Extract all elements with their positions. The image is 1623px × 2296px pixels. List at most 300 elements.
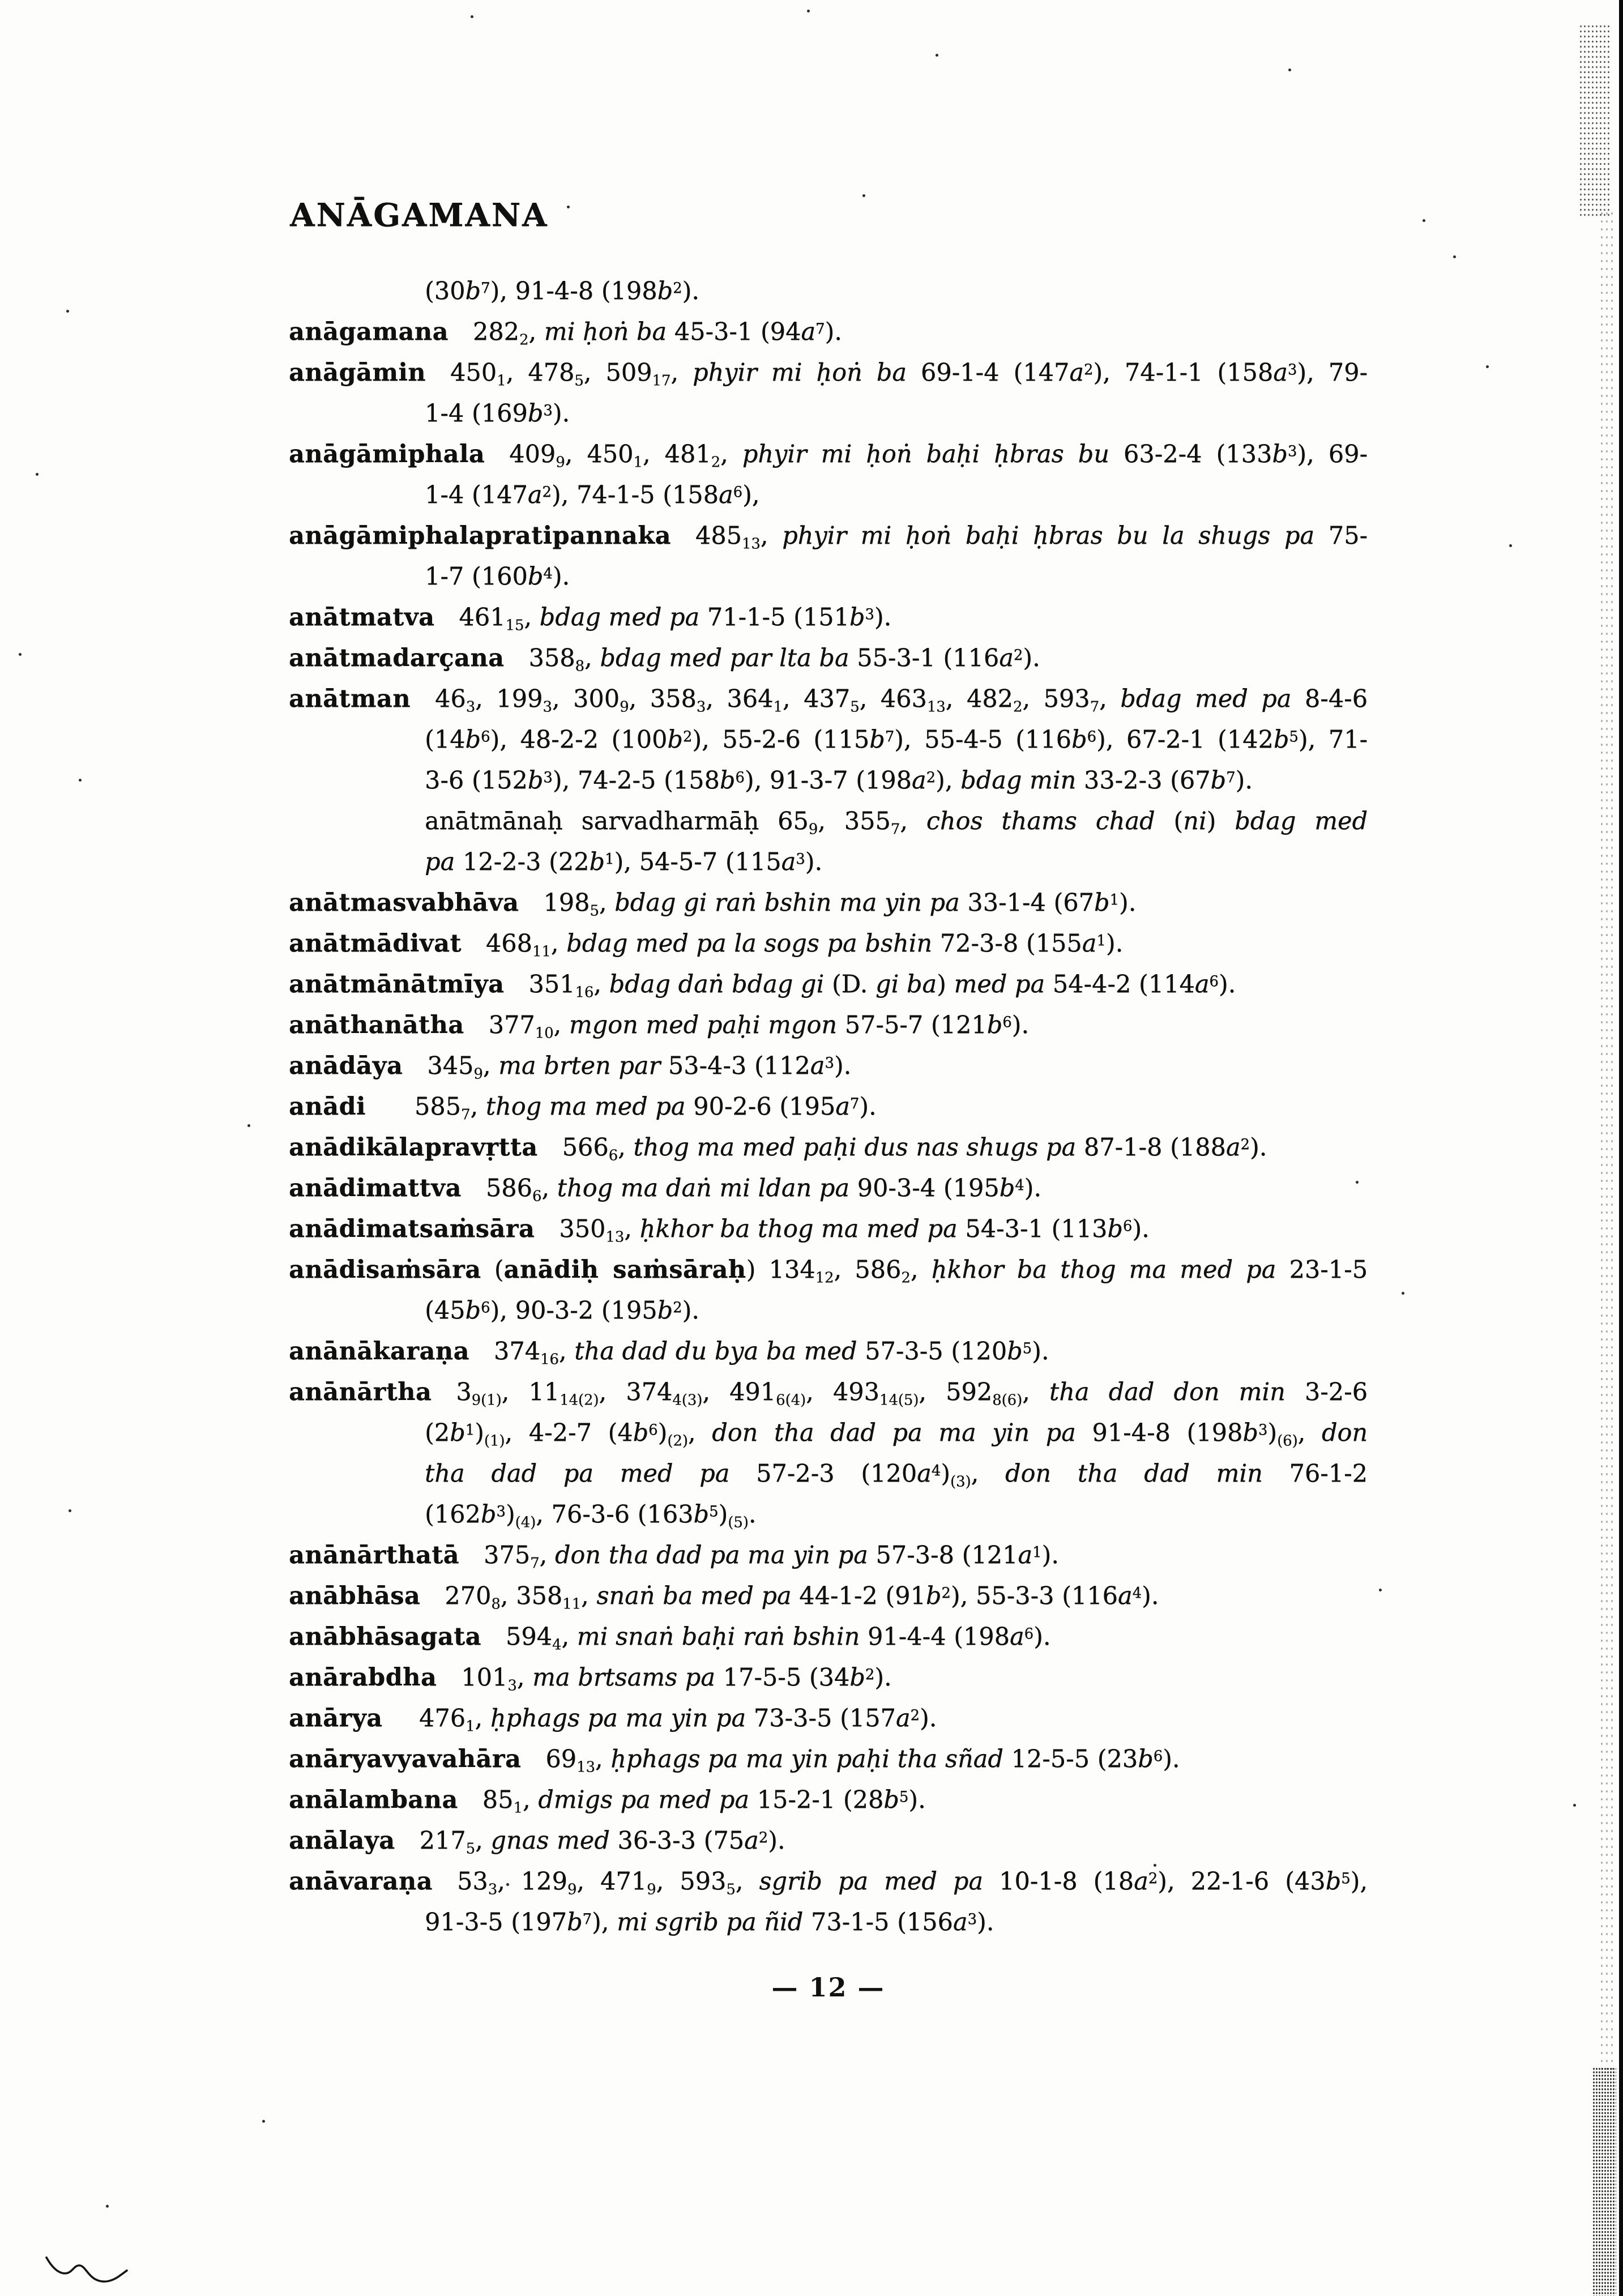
tibetan-equivalent: a (917, 1459, 932, 1488)
dictionary-entry (289, 1861, 1368, 1943)
folio-superscript: 7 (481, 280, 490, 297)
line-index-subscript: 9 (473, 1065, 483, 1083)
folio-superscript: 2 (941, 1585, 951, 1602)
headword: anādi (289, 1092, 366, 1121)
folio-superscript: 7 (849, 1095, 860, 1113)
folio-superscript: 6 (1153, 1748, 1163, 1765)
tibetan-equivalent: b (567, 1908, 583, 1936)
tibetan-equivalent: a (1134, 1867, 1148, 1896)
line-index-subscript: 16 (540, 1351, 559, 1368)
folio-superscript: 2 (673, 1299, 682, 1317)
entry-line: anābhāsa $270_8$, $358_{11}$, snaṅ ba med pa 44-1-2 $(91b^2)$, 55-3-3 $(116a^4)$. (289, 1582, 1159, 1613)
folio-superscript: 3 (543, 769, 553, 787)
scan-noise-band-right (1599, 210, 1614, 2073)
entry-line: $(162b^3)_{(4)}$, 76-3-6 $(163b^5)_{(5)}$. (425, 1500, 757, 1531)
folio-superscript: 2 (758, 1829, 768, 1847)
folio-superscript: 3 (825, 1055, 834, 1072)
entry-line: anārya $476_1$, ḥphags pa ma yin pa 73-3-5 $(157a^2)$. (289, 1704, 937, 1735)
line-index-subscript: 9 (620, 698, 629, 716)
headword: anānārtha (289, 1378, 432, 1406)
entry-line: anādi $585_7$, thog ma med pa 90-2-6 $(195a^7)$. (289, 1092, 877, 1124)
folio-superscript: 6 (733, 484, 743, 501)
line-index-subscript: 1 (513, 1799, 523, 1817)
line-index-subscript: 8 (491, 1595, 501, 1613)
headword: anātmādivat (289, 929, 462, 958)
folio-superscript: 6 (481, 728, 490, 746)
tibetan-equivalent: a (953, 1908, 968, 1936)
folio-superscript: 2 (1013, 647, 1023, 664)
folio-superscript: 5 (1341, 1870, 1351, 1888)
tibetan-equivalent: bdag min (960, 766, 1077, 795)
entry-line: anāgāmin $450_1$, $478_5$, $509_{17}$, phyir mi ḥoṅ ba 69-1-4 $(147a^2)$, 74-1-1 $(158a^3)$, 79- (289, 359, 1368, 390)
dictionary-entry (289, 638, 1368, 678)
entry-line: anāthanātha $377_{10}$, mgon med paḥi mgon 57-5-7 $(121b^6)$. (289, 1011, 1030, 1042)
tibetan-equivalent: a (999, 644, 1014, 672)
line-index-subscript: 10 (535, 1025, 554, 1042)
line-index-subscript: 4 (552, 1636, 562, 1654)
line-index-subscript: 12 (815, 1269, 834, 1287)
folio-superscript: 3 (543, 402, 553, 420)
pen-mark-squiggle (44, 2253, 129, 2288)
headword: anāgāmiphalapratipannaka (289, 522, 671, 550)
entry-line: anālaya $217_5$, gnas med 36-3-3 $(75a^2)$. (289, 1826, 785, 1858)
tibetan-equivalent: b (527, 766, 544, 795)
headword: anāryavyavahāra (289, 1745, 522, 1773)
folio-superscript: 2 (910, 1707, 920, 1725)
line-index-subscript: (1) (484, 1432, 505, 1450)
headword: anārya (289, 1704, 383, 1732)
folio-superscript: 6 (1209, 973, 1219, 991)
dictionary-entry (289, 1535, 1368, 1576)
folio-superscript: 6 (735, 769, 745, 787)
tibetan-equivalent: mgon med paḥi mgon (569, 1011, 837, 1039)
tibetan-equivalent: chos thams chad (926, 807, 1155, 835)
tibetan-equivalent: tha dad pa med pa (425, 1459, 730, 1488)
line-index-subscript: (2) (667, 1432, 688, 1450)
tibetan-equivalent: b (986, 1011, 1003, 1039)
tibetan-equivalent: b (450, 1419, 465, 1447)
entry-line: anādimatsaṁsāra $350_{13}$, ḥkhor ba thog ma med pa 54-3-1 $(113b^6)$. (289, 1215, 1150, 1246)
headword: anāvaraṇa (289, 1867, 433, 1896)
tibetan-equivalent: pa (425, 848, 455, 876)
headword: anābhāsa (289, 1582, 421, 1610)
tibetan-equivalent: bdag med pa (539, 603, 700, 631)
headword: anādimattva (289, 1174, 462, 1202)
entries-list (289, 271, 1368, 1943)
tibetan-equivalent: b (719, 766, 736, 795)
tibetan-equivalent: a (781, 848, 796, 876)
line-index-subscript: 7 (530, 1555, 540, 1572)
tibetan-equivalent: a (835, 1092, 850, 1121)
entry-line: anādikālapravṛtta $566_6$, thog ma med paḥi dus nas shugs pa 87-1-8 $(188a^2)$. (289, 1133, 1267, 1164)
line-index-subscript: 5 (574, 372, 584, 390)
tibetan-equivalent: b (1242, 1419, 1258, 1447)
line-index-subscript: 3 (488, 1881, 498, 1898)
dictionary-entry (289, 1331, 1368, 1372)
line-index-subscript: 6(4) (776, 1392, 806, 1409)
tibetan-equivalent: b (657, 277, 673, 305)
tibetan-equivalent: b (849, 603, 865, 631)
entry-line: 3-6 $(152b^3)$, 74-2-5 $(158b^6)$, 91-3-7 $(198a^2)$, bdag min 33-2-3 $(67b^7)$. (425, 766, 1253, 795)
entry-line: anātmatva $461_{15}$, bdag med pa 71-1-5 $(151b^3)$. (289, 603, 892, 634)
folio-superscript: 7 (1226, 769, 1236, 787)
line-index-subscript: (3) (950, 1473, 971, 1491)
tibetan-equivalent: gi ba (875, 970, 937, 998)
scan-speckles (0, 0, 2, 2)
tibetan-equivalent: b (465, 277, 481, 305)
line-index-subscript: 7 (890, 821, 900, 838)
tibetan-equivalent: thog ma daṅ mi ldan pa (557, 1174, 849, 1202)
tibetan-equivalent: a (1082, 929, 1097, 958)
tibetan-equivalent: dmigs pa med pa (538, 1786, 749, 1814)
dictionary-entry (289, 1086, 1368, 1127)
entry-line: 91-3-5 $(197b^7)$, mi sgrib pa ñid 73-1-5 $(156a^3)$. (425, 1908, 994, 1936)
dictionary-sub-entry (289, 801, 1368, 882)
folio-superscript: 3 (796, 851, 805, 868)
line-index-subscript: 3 (696, 698, 706, 716)
dictionary-entry (289, 1698, 1368, 1739)
line-index-subscript: 1 (465, 1718, 475, 1735)
page-edge-line (1619, 0, 1623, 2296)
folio-superscript: 2 (542, 484, 552, 501)
folio-superscript: 4 (543, 565, 553, 583)
tibetan-equivalent: ḥkhor ba thog ma med pa (639, 1215, 958, 1243)
dictionary-entry (289, 923, 1368, 964)
headword: anātmasvabhāva (289, 889, 519, 917)
headword: anādāya (289, 1052, 403, 1080)
tibetan-equivalent: b (849, 1663, 865, 1692)
line-index-subscript: 7 (460, 1106, 471, 1124)
folio-superscript: 6 (648, 1422, 658, 1439)
dictionary-entry (289, 1249, 1368, 1331)
line-index-subscript: 11 (532, 943, 551, 961)
entry-line: anātmādivat $468_{11}$, bdag med pa la sogs pa bshin 72-3-8 $(155a^1)$. (289, 929, 1124, 961)
folio-superscript: 4 (1015, 1177, 1024, 1194)
tibetan-equivalent: mi ḥoṅ ba (544, 318, 667, 346)
folio-superscript: 3 (1287, 361, 1297, 379)
folio-superscript: 1 (465, 1422, 475, 1439)
tibetan-equivalent: a (1273, 359, 1288, 387)
line-index-subscript: 9 (567, 1881, 577, 1898)
folio-superscript: 6 (1002, 1014, 1012, 1031)
entry-line: $(45b^6)$, 90-3-2 $(195b^2)$. (425, 1296, 699, 1325)
tibetan-equivalent: bdag med (1235, 807, 1368, 835)
entry-line: 1-4 $(147a^2)$, 74-1-5 $(158a^6)$, (425, 481, 760, 509)
tibetan-equivalent: bdag med pa la sogs pa bshin (566, 929, 933, 958)
tibetan-equivalent: b (1272, 440, 1288, 468)
folio-superscript: 1 (1096, 932, 1106, 950)
headword: anāthanātha (289, 1011, 464, 1039)
tibetan-equivalent: ma brten par (498, 1052, 661, 1080)
tibetan-equivalent: snaṅ ba med pa (596, 1582, 792, 1610)
entry-line: $(30b^7)$, 91-4-8 $(198b^2)$. (425, 277, 699, 305)
tibetan-equivalent: ma brtsams pa (532, 1663, 715, 1692)
folio-superscript: 2 (1240, 1136, 1250, 1154)
line-index-subscript: 3 (465, 698, 476, 716)
line-index-subscript: 13 (605, 1228, 625, 1246)
scan-noise-bottom-right (1592, 2067, 1616, 2296)
tibetan-equivalent: b (869, 725, 885, 754)
tibetan-equivalent: bdag gi raṅ bshin ma yin pa (614, 889, 960, 917)
line-index-subscript: 9 (556, 454, 565, 471)
headword: anārabdha (289, 1663, 437, 1692)
headword: anāgāmin (289, 359, 426, 387)
folio-superscript: 7 (885, 728, 895, 746)
dictionary-entry (289, 1616, 1368, 1657)
line-index-subscript: (4) (515, 1514, 536, 1531)
tibetan-equivalent: a (1225, 1133, 1241, 1162)
folio-superscript: 6 (1087, 728, 1096, 746)
tibetan-equivalent: b (1273, 725, 1289, 754)
line-index-subscript: 5 (726, 1881, 736, 1898)
folio-superscript: 1 (1032, 1544, 1042, 1561)
dictionary-entry (289, 1657, 1368, 1698)
tibetan-equivalent: thog ma med paḥi dus nas shugs pa (633, 1133, 1077, 1162)
tibetan-equivalent: b (480, 1500, 497, 1529)
headword: anādisaṁsāra (289, 1256, 481, 1284)
tibetan-equivalent: don tha dad min (1005, 1459, 1263, 1488)
dictionary-entry (289, 1372, 1368, 1535)
line-index-subscript: 13 (576, 1759, 595, 1776)
tibetan-equivalent: b (883, 1786, 899, 1814)
line-index-subscript: 2 (901, 1269, 911, 1287)
tibetan-equivalent: a (1194, 970, 1210, 998)
line-index-subscript: 7 (1090, 698, 1100, 716)
folio-superscript: 3 (1258, 1422, 1268, 1439)
line-index-subscript: 1 (773, 698, 783, 716)
folio-superscript: 6 (1122, 1218, 1133, 1235)
tibetan-equivalent: b (657, 1296, 673, 1325)
line-index-subscript: 9(1) (471, 1392, 502, 1409)
entry-line: $(2b^1)_{(1)}$, 4-2-7 $(4b^6)_{(2)}$, don tha dad pa ma yin pa 91-4-8 $(198b^3)_{(6)}$, don (425, 1419, 1368, 1450)
entry-line: tha dad pa med pa 57-2-3 $(120a^4)_{(3)}$, don tha dad min 76-1-2 (425, 1459, 1368, 1491)
tibetan-equivalent: b (925, 1582, 942, 1610)
tibetan-equivalent: b (999, 1174, 1015, 1202)
tibetan-equivalent: bdag daṅ bdag gi (609, 970, 825, 998)
dictionary-entry (289, 597, 1368, 638)
tibetan-equivalent: a (718, 481, 733, 509)
tibetan-equivalent: a (1018, 1541, 1033, 1569)
dictionary-entry (289, 1576, 1368, 1616)
line-index-subscript: 5 (465, 1840, 476, 1858)
line-index-subscript: 17 (652, 372, 671, 390)
line-index-subscript: 14(5) (879, 1392, 919, 1409)
line-index-subscript: 4(3) (672, 1392, 703, 1409)
folio-superscript: 5 (899, 1789, 909, 1806)
folio-superscript: 5 (709, 1503, 719, 1521)
line-index-subscript: 6 (608, 1147, 618, 1164)
tibetan-equivalent: sgrib pa med pa (759, 1867, 984, 1896)
folio-superscript: 2 (1083, 361, 1094, 379)
tibetan-equivalent: med pa (954, 970, 1045, 998)
folio-superscript: 5 (1022, 1340, 1032, 1358)
tibetan-equivalent: a (911, 766, 926, 795)
page-header: ANĀGAMANA (290, 197, 549, 234)
tibetan-equivalent: tha dad don min (1049, 1378, 1285, 1406)
tibetan-equivalent: phyir mi ḥoṅ ba (693, 359, 907, 387)
headword: anānākaraṇa (289, 1337, 469, 1365)
tibetan-equivalent: ḥphags pa ma yin pa (490, 1704, 746, 1732)
headword: anādikālapravṛtta (289, 1133, 538, 1162)
folio-superscript: 2 (673, 280, 682, 297)
dictionary-entry (289, 964, 1368, 1005)
entry-line: anābhāsagata $594_4$, mi snaṅ baḥi raṅ bshin 91-4-4 $(198a^6)$. (289, 1623, 1051, 1654)
entry-line: pa 12-2-3 $(22b^1)$, 54-5-7 $(115a^3)$. (425, 848, 823, 876)
folio-superscript: 6 (1024, 1625, 1034, 1643)
headword: anādiḥ saṁsāraḥ (503, 1256, 746, 1284)
headword: anātmadarçana (289, 644, 505, 672)
headword: anādimatsaṁsāra (289, 1215, 535, 1243)
tibetan-equivalent: phyir mi ḥoṅ baḥi ḥbras bu (742, 440, 1109, 468)
dictionary-entry (289, 678, 1368, 801)
entry-line: anāgāmiphala $409_9$, $450_1$, $481_2$, phyir mi ḥoṅ baḥi ḥbras bu 63-2-4 $(133b^3)$, 69- (289, 440, 1368, 471)
headword: anātmānātmīya (289, 970, 505, 998)
tibetan-equivalent: b (1325, 1867, 1342, 1896)
line-index-subscript: 5 (850, 698, 860, 716)
tibetan-equivalent: don (1321, 1419, 1368, 1447)
tibetan-equivalent: gnas med (490, 1826, 610, 1855)
tibetan-equivalent: b (667, 725, 683, 754)
tibetan-equivalent: ḥkhor ba thog ma med pa (931, 1256, 1276, 1284)
line-index-subscript: 3 (543, 698, 552, 716)
tibetan-equivalent: b (527, 562, 544, 591)
tibetan-equivalent: b (589, 848, 605, 876)
tibetan-equivalent: b (465, 725, 481, 754)
line-index-subscript: 6 (532, 1188, 542, 1205)
line-index-subscript: 2 (1013, 698, 1023, 716)
line-index-subscript: 13 (926, 698, 946, 716)
headword: anātmatva (289, 603, 435, 631)
dictionary-entry (289, 1779, 1368, 1820)
line-index-subscript: 9 (808, 821, 818, 838)
dictionary-entry (289, 352, 1368, 434)
folio-superscript: 3 (967, 1911, 977, 1928)
folio-superscript: 2 (682, 728, 693, 746)
tibetan-equivalent: a (527, 481, 543, 509)
entry-line: anādisaṁsāra (anādiḥ saṁsāraḥ) $134_{12}$, $586_2$, ḥkhor ba thog ma med pa 23-1-5 (289, 1256, 1368, 1287)
folio-superscript: 7 (582, 1911, 592, 1928)
tibetan-equivalent: b (633, 1419, 649, 1447)
tibetan-equivalent: bdag med pa (1120, 685, 1292, 713)
headword: anāgāmiphala (289, 440, 485, 468)
dictionary-entry (289, 1005, 1368, 1045)
folio-superscript: 1 (1109, 891, 1119, 909)
headword: anānārthatā (289, 1541, 459, 1569)
dictionary-entry (289, 1739, 1368, 1779)
line-index-subscript: (5) (728, 1514, 749, 1531)
entry-line: anādimattva $586_6$, thog ma daṅ mi ldan pa 90-3-4 $(195b^4)$. (289, 1174, 1042, 1205)
line-index-subscript: (6) (1277, 1432, 1298, 1450)
tibetan-equivalent: b (1071, 725, 1087, 754)
tibetan-equivalent: thog ma med pa (485, 1092, 686, 1121)
line-index-subscript: 11 (562, 1595, 581, 1613)
headword: anālambana (289, 1786, 458, 1814)
headword: anābhāsagata (289, 1623, 481, 1651)
tibetan-equivalent: ni (1183, 807, 1207, 835)
tibetan-equivalent: b (1138, 1745, 1154, 1773)
tibetan-equivalent: phyir mi ḥoṅ baḥi ḥbras bu la shugs pa (782, 522, 1315, 550)
line-index-subscript: 1 (497, 372, 506, 390)
entry-line: anānārthatā $375_7$, don tha dad pa ma yin pa 57-3-8 $(121a^1)$. (289, 1541, 1059, 1572)
folio-superscript: 4 (1132, 1585, 1142, 1602)
line-index-subscript: 2 (711, 454, 721, 471)
entry-line: anālambana $85_1$, dmigs pa med pa 15-2-1 $(28b^5)$. (289, 1786, 926, 1817)
dictionary-entry (289, 1209, 1368, 1249)
folio-superscript: 3 (865, 606, 874, 624)
line-index-subscript: 5 (590, 902, 599, 920)
line-index-subscript: 2 (519, 331, 529, 349)
folio-superscript: 7 (815, 321, 825, 338)
dictionary-entry (289, 1045, 1368, 1086)
line-index-subscript: 13 (741, 535, 761, 553)
tibetan-equivalent: b (465, 1296, 481, 1325)
dictionary-entry (289, 434, 1368, 515)
tibetan-equivalent: a (1117, 1582, 1133, 1610)
tibetan-equivalent: a (895, 1704, 911, 1732)
entry-line: anātmadarçana $358_8$, bdag med par lta ba 55-3-1 $(116a^2)$. (289, 644, 1040, 675)
entry-line: anāryavyavahāra $69_{13}$, ḥphags pa ma yin paḥi tha sñad 12-5-5 $(23b^6)$. (289, 1745, 1180, 1776)
tibetan-equivalent: tha dad du bya ba med (574, 1337, 857, 1365)
folio-superscript: 2 (865, 1666, 875, 1684)
entry-line: anātmasvabhāva $198_5$, bdag gi raṅ bshin ma yin pa 33-1-4 $(67b^1)$. (289, 889, 1137, 920)
tibetan-equivalent: b (1007, 1337, 1023, 1365)
tibetan-equivalent: b (1107, 1215, 1123, 1243)
entry-line: anātmānaḥ sarvadharmāḥ $65_9$, $355_7$, chos thams chad (ni) bdag med (425, 807, 1368, 838)
folio-superscript: 3 (496, 1503, 506, 1521)
tibetan-equivalent: don tha dad pa ma yin pa (712, 1419, 1076, 1447)
tibetan-equivalent: a (810, 1052, 825, 1080)
tibetan-equivalent: b (527, 399, 544, 428)
page-number: — 12 — (771, 1972, 885, 2003)
continued-entry (289, 271, 1368, 311)
tibetan-equivalent: mi sgrib pa ñid (617, 1908, 804, 1936)
line-index-subscript: 8(6) (992, 1392, 1023, 1409)
dictionary-entry (289, 1168, 1368, 1209)
dictionary-entry (289, 1820, 1368, 1861)
dictionary-entry (289, 1127, 1368, 1168)
tibetan-equivalent: a (801, 318, 816, 346)
entry-line: anāvaraṇa $53_3$, $129_9$, $471_9$, $593_5$, sgrib pa med pa 10-1-8 $(18a^2)$, 22-1-6 $(43b^5)$, (289, 1867, 1368, 1898)
tibetan-equivalent: a (1009, 1623, 1024, 1651)
scan-noise-top-right (1579, 24, 1612, 216)
dictionary-entry (289, 882, 1368, 923)
entry-line: anāgamana $282_2$, mi ḥoṅ ba 45-3-1 $(94a^7)$. (289, 318, 842, 349)
tibetan-equivalent: b (1094, 889, 1110, 917)
entry-line: anādāya $345_9$, ma brten par 53-4-3 $(112a^3)$. (289, 1052, 852, 1083)
headword: anātman (289, 685, 411, 713)
folio-superscript: 4 (931, 1462, 941, 1480)
line-index-subscript: 14(2) (559, 1392, 599, 1409)
line-index-subscript: 3 (507, 1677, 517, 1695)
entry-line: $(14b^6)$, 48-2-2 $(100b^2)$, 55-2-6 $(115b^7)$, 55-4-5 $(116b^6)$, 67-2-1 $(142b^5)$, 71- (425, 725, 1368, 754)
entry-line: 1-4 $(169b^3)$. (425, 399, 570, 428)
folio-superscript: 3 (1287, 443, 1297, 460)
line-index-subscript: 8 (575, 658, 584, 675)
line-index-subscript: 1 (633, 454, 643, 471)
entry-line: 1-7 $(160b^4)$. (425, 562, 570, 591)
line-index-subscript: 9 (647, 1881, 656, 1898)
tibetan-equivalent: bdag med par lta ba (600, 644, 849, 672)
dictionary-entry (289, 515, 1368, 597)
tibetan-equivalent: a (744, 1826, 759, 1855)
folio-superscript: 6 (481, 1299, 490, 1317)
entry-line: anātmānātmīya $351_{16}$, bdag daṅ bdag gi (D. gi ba) med pa 54-4-2 $(114a^6)$. (289, 970, 1236, 1001)
folio-superscript: 2 (926, 769, 936, 787)
tibetan-equivalent: mi snaṅ baḥi raṅ bshin (576, 1623, 860, 1651)
line-index-subscript: 16 (575, 984, 594, 1001)
folio-superscript: 2 (1148, 1870, 1158, 1888)
folio-superscript: 5 (1289, 728, 1299, 746)
